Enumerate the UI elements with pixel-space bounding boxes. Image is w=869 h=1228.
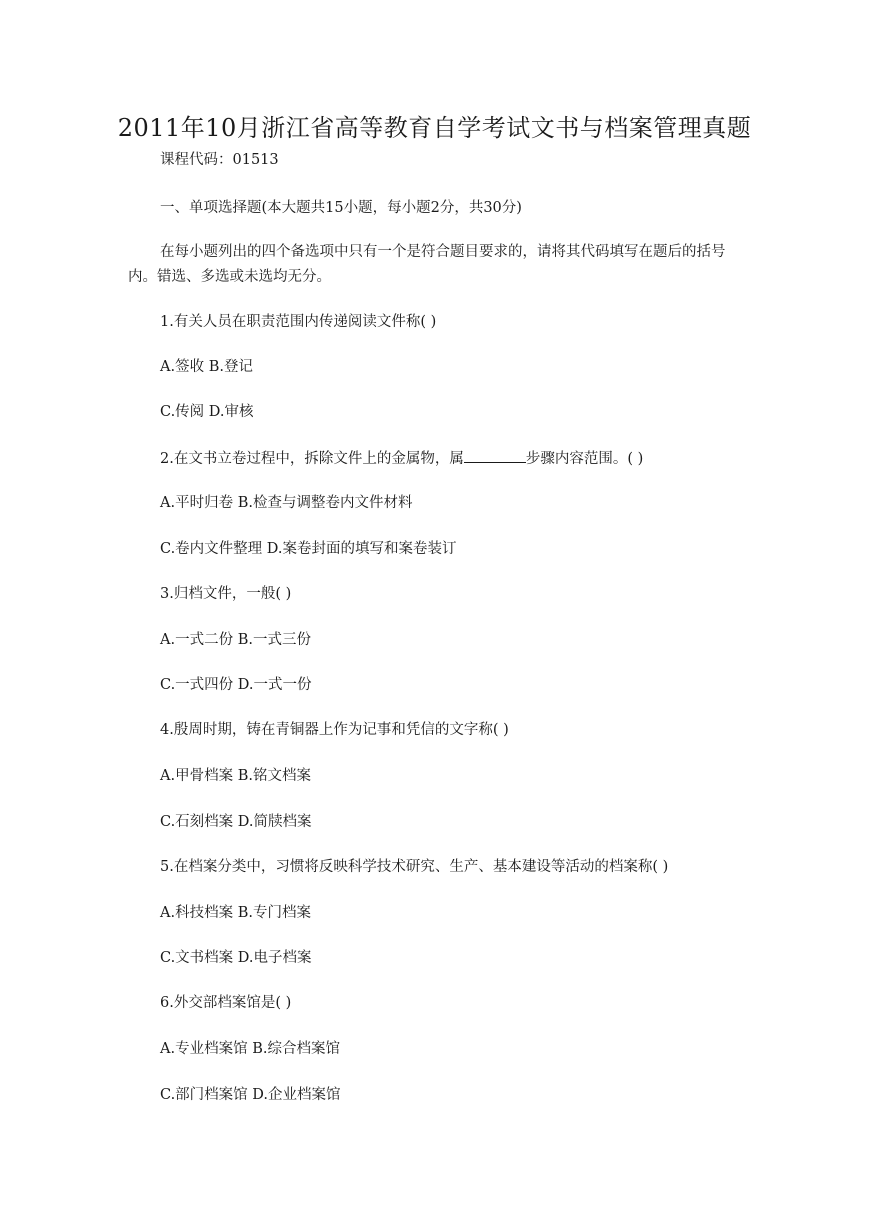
question-5-options-cd: C.文书档案 D.电子档案 (160, 950, 312, 966)
section-header: 一、单项选择题(本大题共15小题，每小题2分，共30分) (160, 200, 522, 216)
question-4-options-ab: A.甲骨档案 B.铭文档案 (160, 768, 311, 784)
document-title: 2011年10月浙江省高等教育自学考试文书与档案管理真题 (117, 114, 752, 142)
fill-in-blank (464, 448, 526, 463)
question-5-stem: 5.在档案分类中，习惯将反映科学技术研究、生产、基本建设等活动的档案称( ) (160, 859, 669, 875)
question-4-stem: 4.殷周时期，铸在青铜器上作为记事和凭信的文字称( ) (160, 722, 509, 738)
question-3-options-cd: C.一式四份 D.一式一份 (160, 677, 312, 693)
question-5-options-ab: A.科技档案 B.专门档案 (160, 905, 311, 921)
question-1-stem: 1.有关人员在职责范围内传递阅读文件称( ) (160, 314, 437, 330)
question-2-options-cd: C.卷内文件整理 D.案卷封面的填写和案卷装订 (160, 541, 457, 557)
question-3-options-ab: A.一式二份 B.一式三份 (160, 632, 311, 648)
question-1-options-ab: A.签收 B.登记 (160, 359, 253, 375)
question-6-options-cd: C.部门档案馆 D.企业档案馆 (160, 1087, 341, 1103)
question-6-options-ab: A.专业档案馆 B.综合档案馆 (160, 1041, 340, 1057)
question-2-stem-after: 步骤内容范围。( ) (525, 451, 644, 467)
course-code: 课程代码：01513 (160, 152, 279, 168)
question-2-stem (160, 448, 643, 469)
question-1-options-cd: C.传阅 D.审核 (160, 404, 254, 420)
question-6-stem: 6.外交部档案馆是( ) (160, 995, 292, 1011)
question-2-options-ab: A.平时归卷 B.检查与调整卷内文件材料 (160, 495, 413, 511)
question-2-stem-before: 2.在文书立卷过程中，拆除文件上的金属物，属 (160, 451, 464, 467)
instructions-paragraph: 在每小题列出的四个备选项中只有一个是符合题目要求的，请将其代码填写在题后的括号内。错选、多选或未选均无分。 (128, 244, 726, 285)
question-3-stem: 3.归档文件，一般( ) (160, 586, 292, 602)
question-4-options-cd: C.石刻档案 D.简牍档案 (160, 814, 312, 830)
